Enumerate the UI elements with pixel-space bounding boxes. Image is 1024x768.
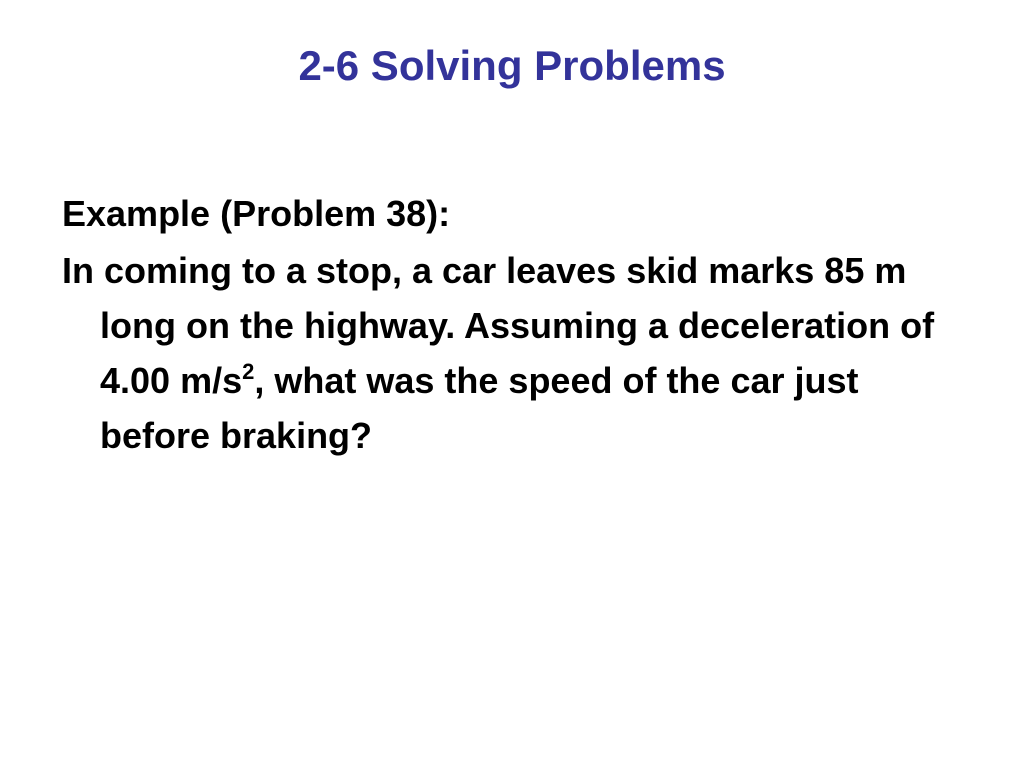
slide-body bbox=[62, 186, 962, 463]
problem-text bbox=[62, 243, 962, 463]
slide-title: 2-6 Solving Problems bbox=[298, 42, 726, 89]
exponent-superscript: 2 bbox=[242, 359, 255, 384]
example-heading: Example (Problem 38): bbox=[62, 193, 451, 234]
problem-text-main: In coming to a stop, a car leaves skid marks 85 m long on the highway. Assuming a deceleration of 4.00 m/s bbox=[62, 250, 935, 401]
problem-text-end: , what was the speed of the car just before braking? bbox=[100, 360, 859, 456]
